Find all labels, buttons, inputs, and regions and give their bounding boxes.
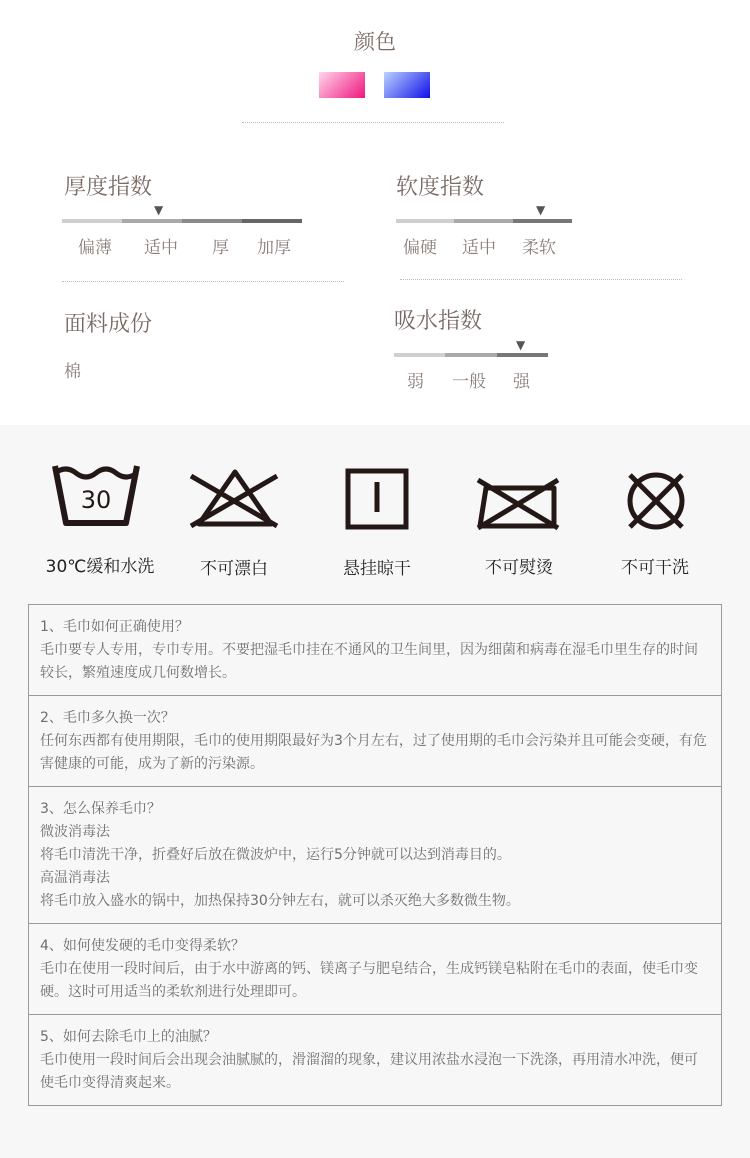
divider [62, 281, 344, 282]
care-label-no-iron: 不可熨烫 [485, 558, 553, 578]
softness-title: 软度指数 [396, 175, 485, 200]
faq-question: 2、毛巾多久换一次？ [40, 710, 175, 726]
thickness-level-4: 加厚 [257, 238, 291, 258]
faq-row [29, 695, 721, 786]
faq-row [29, 1014, 721, 1105]
care-label-no-dry-clean: 不可干洗 [621, 558, 689, 578]
softness-level-1: 偏硬 [403, 238, 437, 258]
absorbency-scale [394, 338, 548, 358]
faq-answer: 毛巾要专人专用，专巾专用。不要把湿毛巾挂在不通风的卫生间里，因为细菌和病毒在湿毛巾里生存的时间较长，繁殖速度成几何数增长。 [40, 642, 698, 681]
thickness-title: 厚度指数 [64, 175, 153, 200]
color-title: 颜色 [354, 30, 396, 54]
divider [400, 279, 682, 280]
no-dry-clean-icon [624, 470, 688, 532]
line-dry-icon [345, 468, 409, 530]
thickness-level-3: 厚 [212, 238, 229, 258]
thickness-level-2: 适中 [144, 238, 178, 258]
swatch-pink[interactable] [319, 72, 365, 98]
absorbency-level-3: 强 [513, 372, 530, 392]
faq-question: 4、如何使发硬的毛巾变得柔软？ [40, 938, 245, 954]
wash-30-icon [52, 463, 140, 531]
absorbency-title: 吸水指数 [394, 309, 483, 334]
faq-question: 1、毛巾如何正确使用？ [40, 619, 189, 635]
faq-answer: 任何东西都有使用期限，毛巾的使用期限最好为3个月左右，过了使用期的毛巾会污染并且可能会变硬，有危害健康的可能，成为了新的污染源。 [40, 733, 707, 772]
care-label-line-dry: 悬挂晾干 [343, 559, 411, 579]
absorbency-level-1: 弱 [407, 372, 424, 392]
divider [242, 122, 504, 123]
no-iron-icon [474, 474, 562, 532]
thickness-scale [62, 203, 302, 223]
swatch-blue[interactable] [384, 72, 430, 98]
faq-row [29, 923, 721, 1014]
fabric-value: 棉 [64, 362, 81, 382]
softness-scale [396, 203, 572, 223]
thickness-level-1: 偏薄 [78, 238, 112, 258]
faq-subheading: 高温消毒法 [40, 870, 110, 886]
faq-answer: 将毛巾清洗干净，折叠好后放在微波炉中，运行5分钟就可以达到消毒目的。 [40, 847, 511, 863]
absorbency-level-2: 一般 [452, 372, 486, 392]
faq-table [28, 604, 722, 1106]
faq-question: 3、怎么保养毛巾？ [40, 801, 161, 817]
care-label-wash: 30℃缓和水洗 [45, 557, 155, 577]
faq-answer: 将毛巾放入盛水的锅中，加热保持30分钟左右，就可以杀灭绝大多数微生物。 [40, 893, 520, 909]
faq-row [29, 786, 721, 923]
thickness-marker-icon: ▼ [154, 203, 164, 217]
faq-answer: 毛巾在使用一段时间后，由于水中游离的钙、镁离子与肥皂结合，生成钙镁皂粘附在毛巾的表面，使毛巾变硬。这时可用适当的柔软剂进行处理即可。 [40, 961, 698, 1000]
softness-level-3: 柔软 [522, 238, 556, 258]
softness-marker-icon: ▼ [536, 203, 546, 217]
softness-level-2: 适中 [462, 238, 496, 258]
faq-answer: 毛巾使用一段时间后会出现会油腻腻的，滑溜溜的现象，建议用浓盐水浸泡一下洗涤，再用清水冲洗，便可使毛巾变得清爽起来。 [40, 1052, 698, 1091]
wash-temperature-text: 30 [80, 486, 112, 514]
absorbency-marker-icon: ▼ [516, 338, 526, 352]
faq-subheading: 微波消毒法 [40, 824, 110, 840]
no-bleach-icon [189, 468, 281, 530]
fabric-title: 面料成份 [64, 312, 153, 337]
care-label-no-bleach: 不可漂白 [200, 559, 268, 579]
faq-question: 5、如何去除毛巾上的油腻？ [40, 1029, 217, 1045]
faq-row [29, 605, 721, 695]
